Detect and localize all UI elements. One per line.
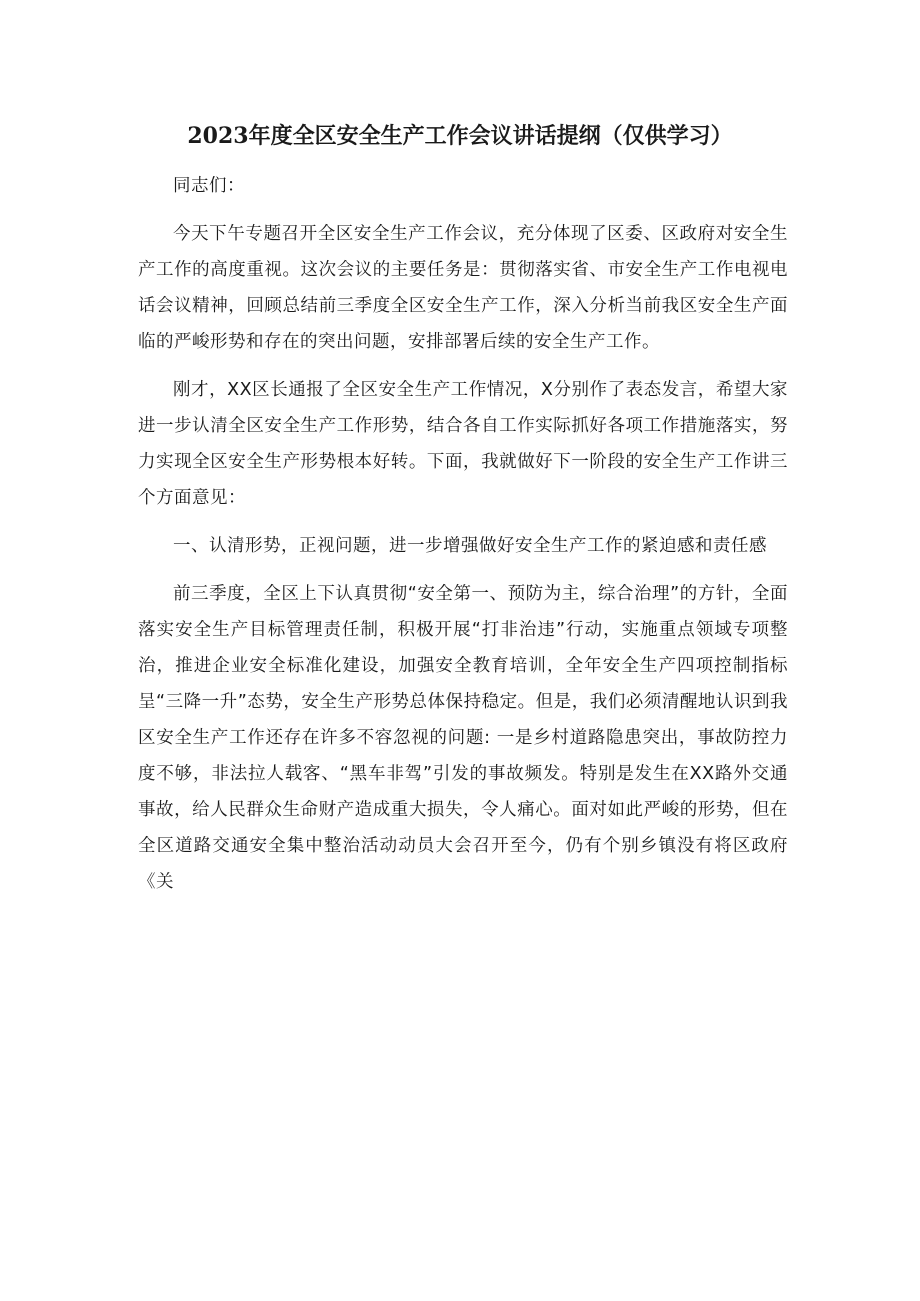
paragraph-situation: 前三季度，全区上下认真贯彻“安全第一、预防为主，综合治理”的方针，全面落实安全生产目标管理责任制，积极开展“打非治违”行动，实施重点领域专项整治，推进企业安全标准化建设，加强安全教育培训，全年安全生产四项控制指标呈“三降一升”态势，安全生产形势总体保持稳定。但是，我们必须清醒地认识到我区安全生产工作还存在许多不容忽视的问题: 一是乡村道路隐患突出，事故防控力度不够，非法拉人载客、“黑车非驾”引发的事故频发。特别是发生在XX路外交通事故，给人民群众生命财产造成重大损失，令人痛心。面对如此严峻的形势，但在全区道路交通安全集中整治活动动员大会召开至今，仍有个别乡镇没有将区政府《关 (138, 584, 788, 892)
paragraph-intro: 今天下午专题召开全区安全生产工作会议，充分体现了区委、区政府对安全生产工作的高度重视。这次会议的主要任务是：贯彻落实省、市安全生产工作电视电话会议精神，回顾总结前三季度全区安全生产工作，深入分析当前我区安全生产面临的严峻形势和存在的突出问题，安排部署后续的安全生产工作。 (138, 224, 788, 352)
document-body (138, 168, 788, 912)
document-title: 2023年度全区安全生产工作会议讲话提纲（仅供学习） (187, 123, 733, 149)
salutation: 同志们： (173, 176, 245, 196)
paragraph-summary: 刚才，XX区长通报了全区安全生产工作情况，X分别作了表态发言，希望大家进一步认清全区安全生产工作形势，结合各自工作实际抓好各项工作措施落实，努力实现全区安全生产形势根本好转。下面，我就做好下一阶段的安全生产工作讲三个方面意见： (138, 380, 788, 508)
section-heading-1: 一、认清形势，正视问题，进一步增强做好安全生产工作的紧迫感和责任感 (173, 536, 767, 556)
